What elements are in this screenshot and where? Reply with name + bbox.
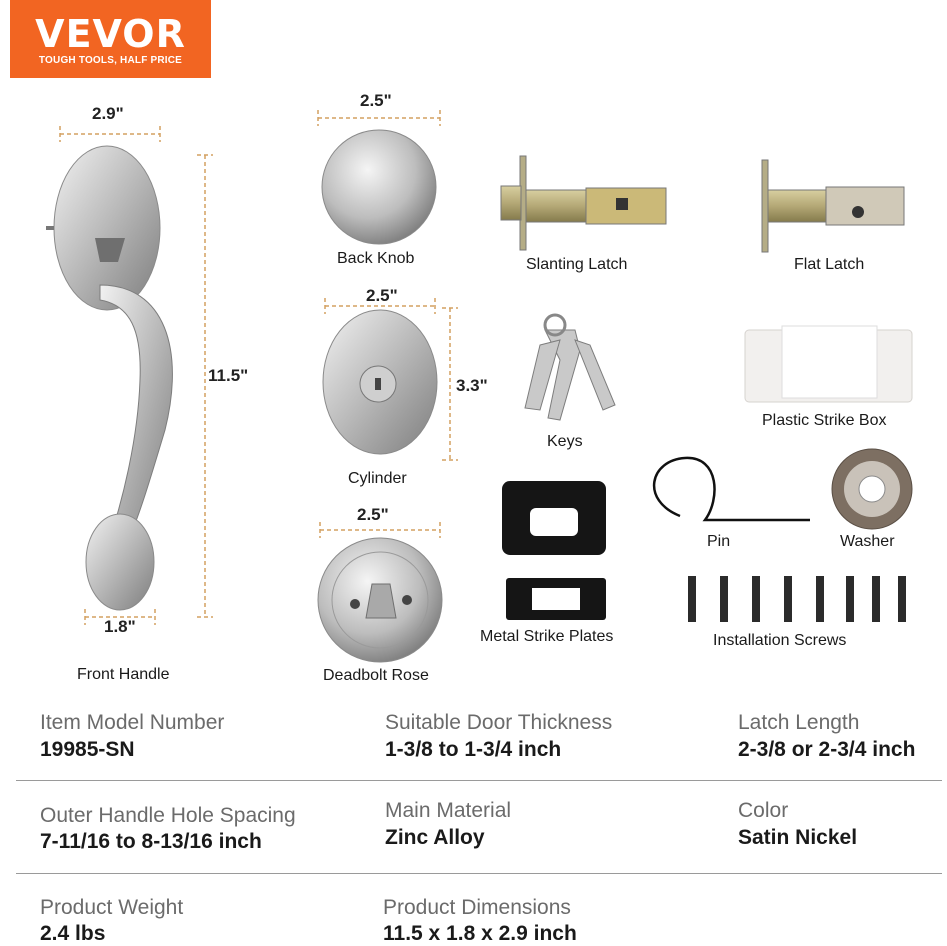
knob-width-label: 2.5" <box>360 91 392 110</box>
spec-label-material: Main Material <box>385 799 512 822</box>
spec-label-door-thickness: Suitable Door Thickness <box>385 711 613 734</box>
spec-value-model: 19985-SN <box>40 738 135 761</box>
installation-screws-caption: Installation Screws <box>713 632 847 649</box>
keys-caption: Keys <box>547 433 583 450</box>
spec-value-hole-spacing: 7-11/16 to 8-13/16 inch <box>40 830 262 853</box>
cylinder-height-label: 3.3" <box>456 376 488 395</box>
flat-latch-caption: Flat Latch <box>794 256 865 273</box>
spec-divider <box>16 780 942 781</box>
slanting-latch-image <box>501 156 666 250</box>
front-handle-caption: Front Handle <box>77 666 170 683</box>
front-handle-image <box>46 146 172 610</box>
handle-width-label: 2.9" <box>92 104 124 123</box>
washer-caption: Washer <box>840 533 895 550</box>
slanting-latch-caption: Slanting Latch <box>526 256 628 273</box>
spec-value-latch-length: 2-3/8 or 2-3/4 inch <box>738 738 916 761</box>
brand-name: VEVOR <box>35 12 186 56</box>
cylinder-width-label: 2.5" <box>366 286 398 305</box>
spec-value-material: Zinc Alloy <box>385 826 485 849</box>
pin-caption: Pin <box>707 533 731 550</box>
handle-base-label: 1.8" <box>104 617 136 636</box>
installation-screws-image <box>688 576 906 622</box>
washer-image <box>832 449 912 529</box>
spec-value-color: Satin Nickel <box>738 826 858 849</box>
back-knob-caption: Back Knob <box>337 250 415 267</box>
metal-strike-plates-caption: Metal Strike Plates <box>480 628 614 645</box>
metal-strike-plates-image <box>502 481 606 620</box>
plastic-strike-box-image <box>745 326 912 402</box>
spec-value-weight: 2.4 lbs <box>40 922 106 945</box>
rose-width-label: 2.5" <box>357 505 389 524</box>
pin-image <box>654 458 810 520</box>
brand-tagline: TOUGH TOOLS, HALF PRICE <box>38 55 183 66</box>
spec-label-color: Color <box>738 799 789 822</box>
spec-divider <box>16 873 942 874</box>
keys-image <box>525 315 615 420</box>
spec-label-weight: Product Weight <box>40 896 184 919</box>
spec-label-dimensions: Product Dimensions <box>383 896 571 919</box>
spec-label-model: Item Model Number <box>40 711 225 734</box>
cylinder-caption: Cylinder <box>348 470 407 487</box>
deadbolt-rose-image <box>318 522 442 662</box>
handle-height-label: 11.5" <box>208 366 249 385</box>
spec-value-door-thickness: 1-3/8 to 1-3/4 inch <box>385 738 562 761</box>
spec-label-hole-spacing: Outer Handle Hole Spacing <box>40 804 296 827</box>
deadbolt-rose-caption: Deadbolt Rose <box>323 667 429 684</box>
flat-latch-image <box>762 160 904 252</box>
spec-value-dimensions: 11.5 x 1.8 x 2.9 inch <box>383 922 577 945</box>
back-knob-image <box>318 110 440 244</box>
plastic-strike-box-caption: Plastic Strike Box <box>762 412 887 429</box>
spec-label-latch-length: Latch Length <box>738 711 860 734</box>
cylinder-image <box>323 298 458 460</box>
